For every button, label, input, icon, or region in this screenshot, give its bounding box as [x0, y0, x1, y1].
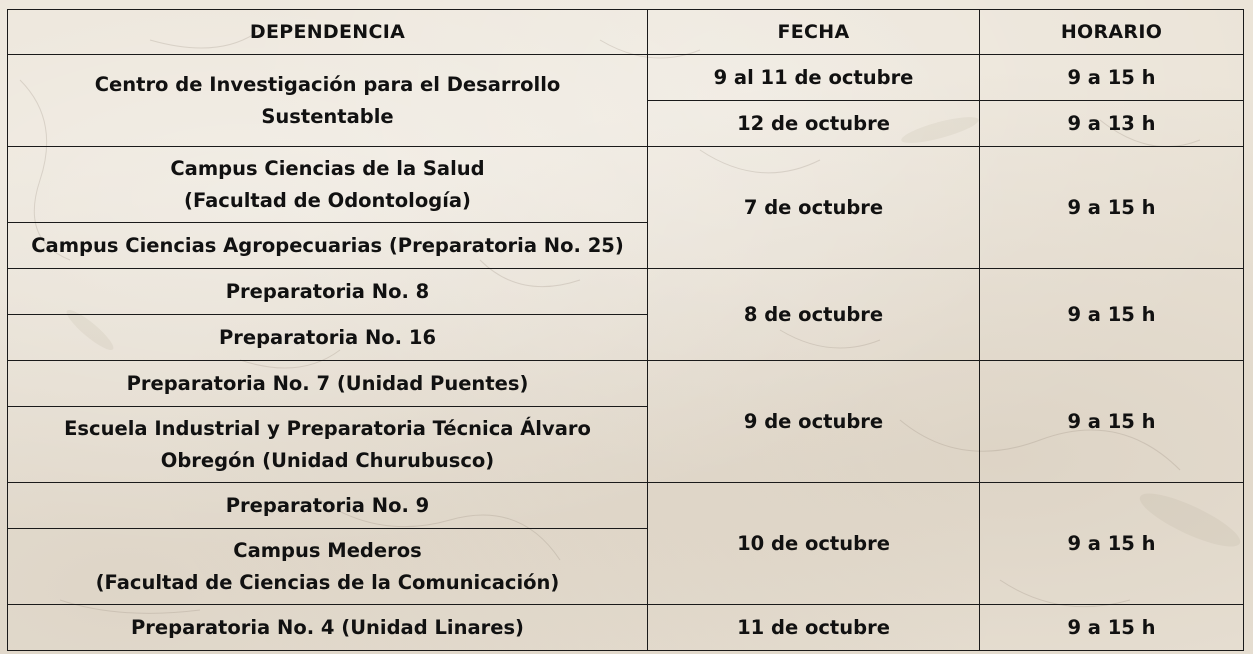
cell-dependencia-mederos	[8, 529, 648, 605]
cell-dependencia-industrial	[8, 407, 648, 483]
cell-fecha: 9 de octubre	[648, 361, 980, 483]
dependencia-line: Centro de Investigación para el Desarrollo	[94, 72, 561, 96]
table-row	[8, 605, 1244, 651]
cell-fecha: 8 de octubre	[648, 269, 980, 361]
cell-fecha: 9 al 11 de octubre	[648, 55, 980, 101]
cell-dependencia-prepa7: Preparatoria No. 7 (Unidad Puentes)	[8, 361, 648, 407]
header-horario: HORARIO	[980, 10, 1244, 55]
dependencia-line: (Facultad de Ciencias de la Comunicación)	[95, 570, 560, 594]
cell-fecha: 10 de octubre	[648, 483, 980, 605]
cell-horario: 9 a 15 h	[980, 361, 1244, 483]
header-fecha: FECHA	[648, 10, 980, 55]
schedule-table	[7, 9, 1244, 651]
dependencia-line: Campus Ciencias de la Salud	[170, 156, 485, 180]
cell-horario: 9 a 15 h	[980, 55, 1244, 101]
cell-dependencia-prepa9: Preparatoria No. 9	[8, 483, 648, 529]
table-row	[8, 55, 1244, 101]
dependencia-line: Obregón (Unidad Churubusco)	[160, 448, 495, 472]
header-dependencia: DEPENDENCIA	[8, 10, 648, 55]
cell-fecha: 11 de octubre	[648, 605, 980, 651]
table-row	[8, 361, 1244, 407]
cell-dependencia-agro: Campus Ciencias Agropecuarias (Preparatoria No. 25)	[8, 223, 648, 269]
dependencia-line: (Facultad de Odontología)	[184, 188, 471, 212]
dependencia-line: Campus Mederos	[233, 538, 422, 562]
table-row	[8, 147, 1244, 223]
cell-dependencia-cids	[8, 55, 648, 147]
cell-horario: 9 a 15 h	[980, 605, 1244, 651]
cell-horario: 9 a 13 h	[980, 101, 1244, 147]
dependencia-line: Sustentable	[261, 104, 394, 128]
cell-fecha: 12 de octubre	[648, 101, 980, 147]
table-row	[8, 269, 1244, 315]
cell-dependencia-prepa4: Preparatoria No. 4 (Unidad Linares)	[8, 605, 648, 651]
cell-fecha: 7 de octubre	[648, 147, 980, 269]
table-header-row	[8, 10, 1244, 55]
cell-horario: 9 a 15 h	[980, 147, 1244, 269]
cell-horario: 9 a 15 h	[980, 269, 1244, 361]
table-row	[8, 483, 1244, 529]
cell-horario: 9 a 15 h	[980, 483, 1244, 605]
cell-dependencia-prepa8: Preparatoria No. 8	[8, 269, 648, 315]
cell-dependencia-salud	[8, 147, 648, 223]
dependencia-line: Escuela Industrial y Preparatoria Técnica Álvaro	[64, 416, 591, 440]
cell-dependencia-prepa16: Preparatoria No. 16	[8, 315, 648, 361]
